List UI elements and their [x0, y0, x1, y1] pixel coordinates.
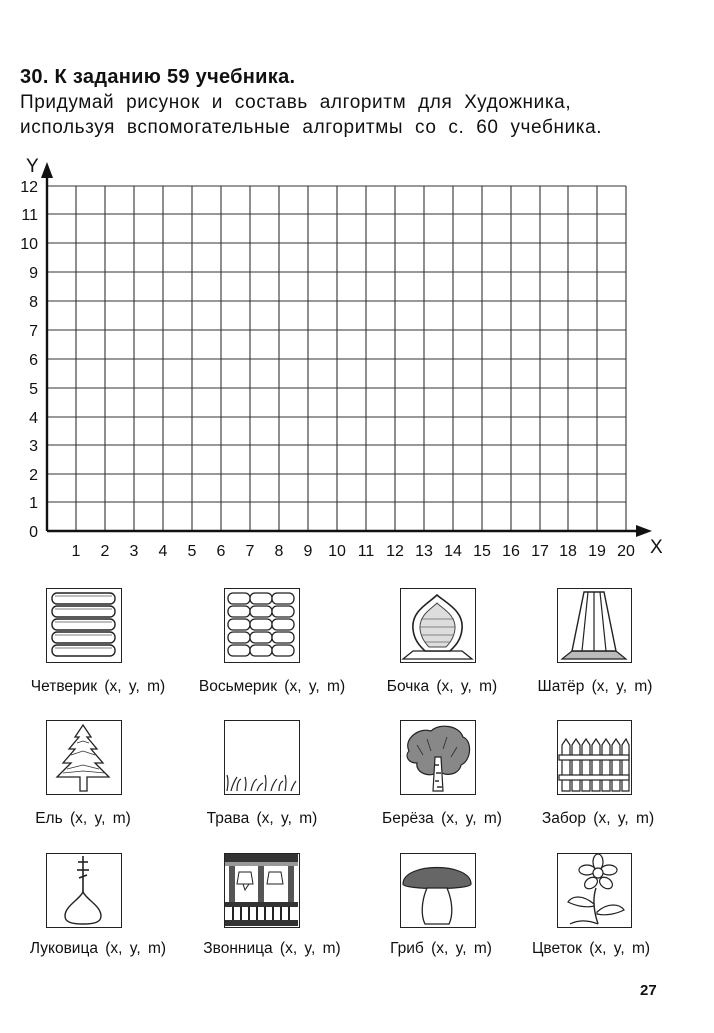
fence-icon — [557, 720, 632, 795]
caption-birch: Берёза (x, y, m) — [382, 810, 502, 827]
flower-icon — [557, 853, 632, 928]
shater-icon — [557, 588, 632, 663]
x-tick-label: 5 — [187, 543, 197, 560]
y-tick-label: 1 — [29, 495, 38, 512]
x-tick-label: 10 — [328, 543, 346, 560]
caption-fence: Забор (x, y, m) — [541, 810, 655, 827]
x-axis-arrow — [636, 525, 652, 537]
y-axis-label: Y — [26, 156, 39, 177]
y-tick-label: 2 — [29, 467, 38, 484]
caption-grass: Трава (x, y, m) — [206, 810, 318, 827]
y-tick-label: 6 — [29, 352, 38, 369]
y-tick-label: 8 — [29, 294, 38, 311]
x-tick-label: 18 — [559, 543, 577, 560]
chetverik-icon — [46, 588, 122, 663]
x-tick-label: 17 — [531, 543, 549, 560]
y-tick-label: 3 — [29, 438, 38, 455]
y-tick-label: 10 — [20, 236, 38, 253]
exercise-text-line1: Придумай рисунок и составь алгоритм для Художника, — [20, 92, 572, 113]
x-tick-label: 16 — [502, 543, 520, 560]
y-tick-label: 12 — [20, 179, 38, 196]
x-tick-label: 8 — [274, 543, 284, 560]
x-tick-label: 7 — [245, 543, 255, 560]
x-tick-label: 1 — [71, 543, 81, 560]
y-tick-label: 4 — [29, 410, 38, 427]
y-axis-arrow — [41, 162, 53, 178]
caption-shater: Шатёр (x, y, m) — [537, 678, 653, 695]
caption-fir-tree: Ель (x, y, m) — [35, 810, 131, 827]
x-tick-label: 11 — [357, 543, 375, 560]
caption-chetverik: Четверик (x, y, m) — [30, 678, 166, 695]
x-tick-label: 20 — [617, 543, 635, 560]
onion-dome-icon — [46, 853, 122, 928]
caption-flower: Цветок (x, y, m) — [531, 940, 651, 957]
x-tick-label: 9 — [303, 543, 313, 560]
x-tick-label: 12 — [386, 543, 404, 560]
exercise-title: 30. К заданию 59 учебника. — [20, 66, 296, 88]
x-tick-label: 14 — [444, 543, 462, 560]
page-number: 27 — [640, 982, 657, 999]
caption-vosmerik: Восьмерик (x, y, m) — [198, 678, 346, 695]
x-axis-label: X — [650, 537, 663, 558]
y-tick-label: 7 — [29, 323, 38, 340]
grass-icon — [224, 720, 300, 795]
x-tick-label: 13 — [415, 543, 433, 560]
x-tick-label: 19 — [588, 543, 606, 560]
caption-bochka: Бочка (x, y, m) — [386, 678, 498, 695]
y-tick-label: 9 — [29, 265, 38, 282]
x-tick-label: 3 — [129, 543, 139, 560]
belfry-icon — [224, 853, 300, 928]
bochka-icon — [400, 588, 476, 663]
vosmerik-icon — [224, 588, 300, 663]
x-tick-label: 15 — [473, 543, 491, 560]
birch-icon — [400, 720, 476, 795]
caption-belfry: Звонница (x, y, m) — [203, 940, 341, 957]
x-tick-label: 4 — [158, 543, 168, 560]
mushroom-icon — [400, 853, 476, 928]
y-tick-label: 0 — [29, 524, 38, 541]
x-tick-label: 2 — [100, 543, 110, 560]
y-tick-label: 5 — [29, 381, 38, 398]
caption-mushroom: Гриб (x, y, m) — [390, 940, 492, 957]
y-tick-label: 11 — [21, 207, 38, 224]
caption-onion-dome: Луковица (x, y, m) — [29, 940, 167, 957]
x-tick-label: 6 — [216, 543, 226, 560]
fir-tree-icon — [46, 720, 122, 795]
exercise-text-line2: используя вспомогательные алгоритмы со с. 60 учебника. — [20, 117, 603, 138]
